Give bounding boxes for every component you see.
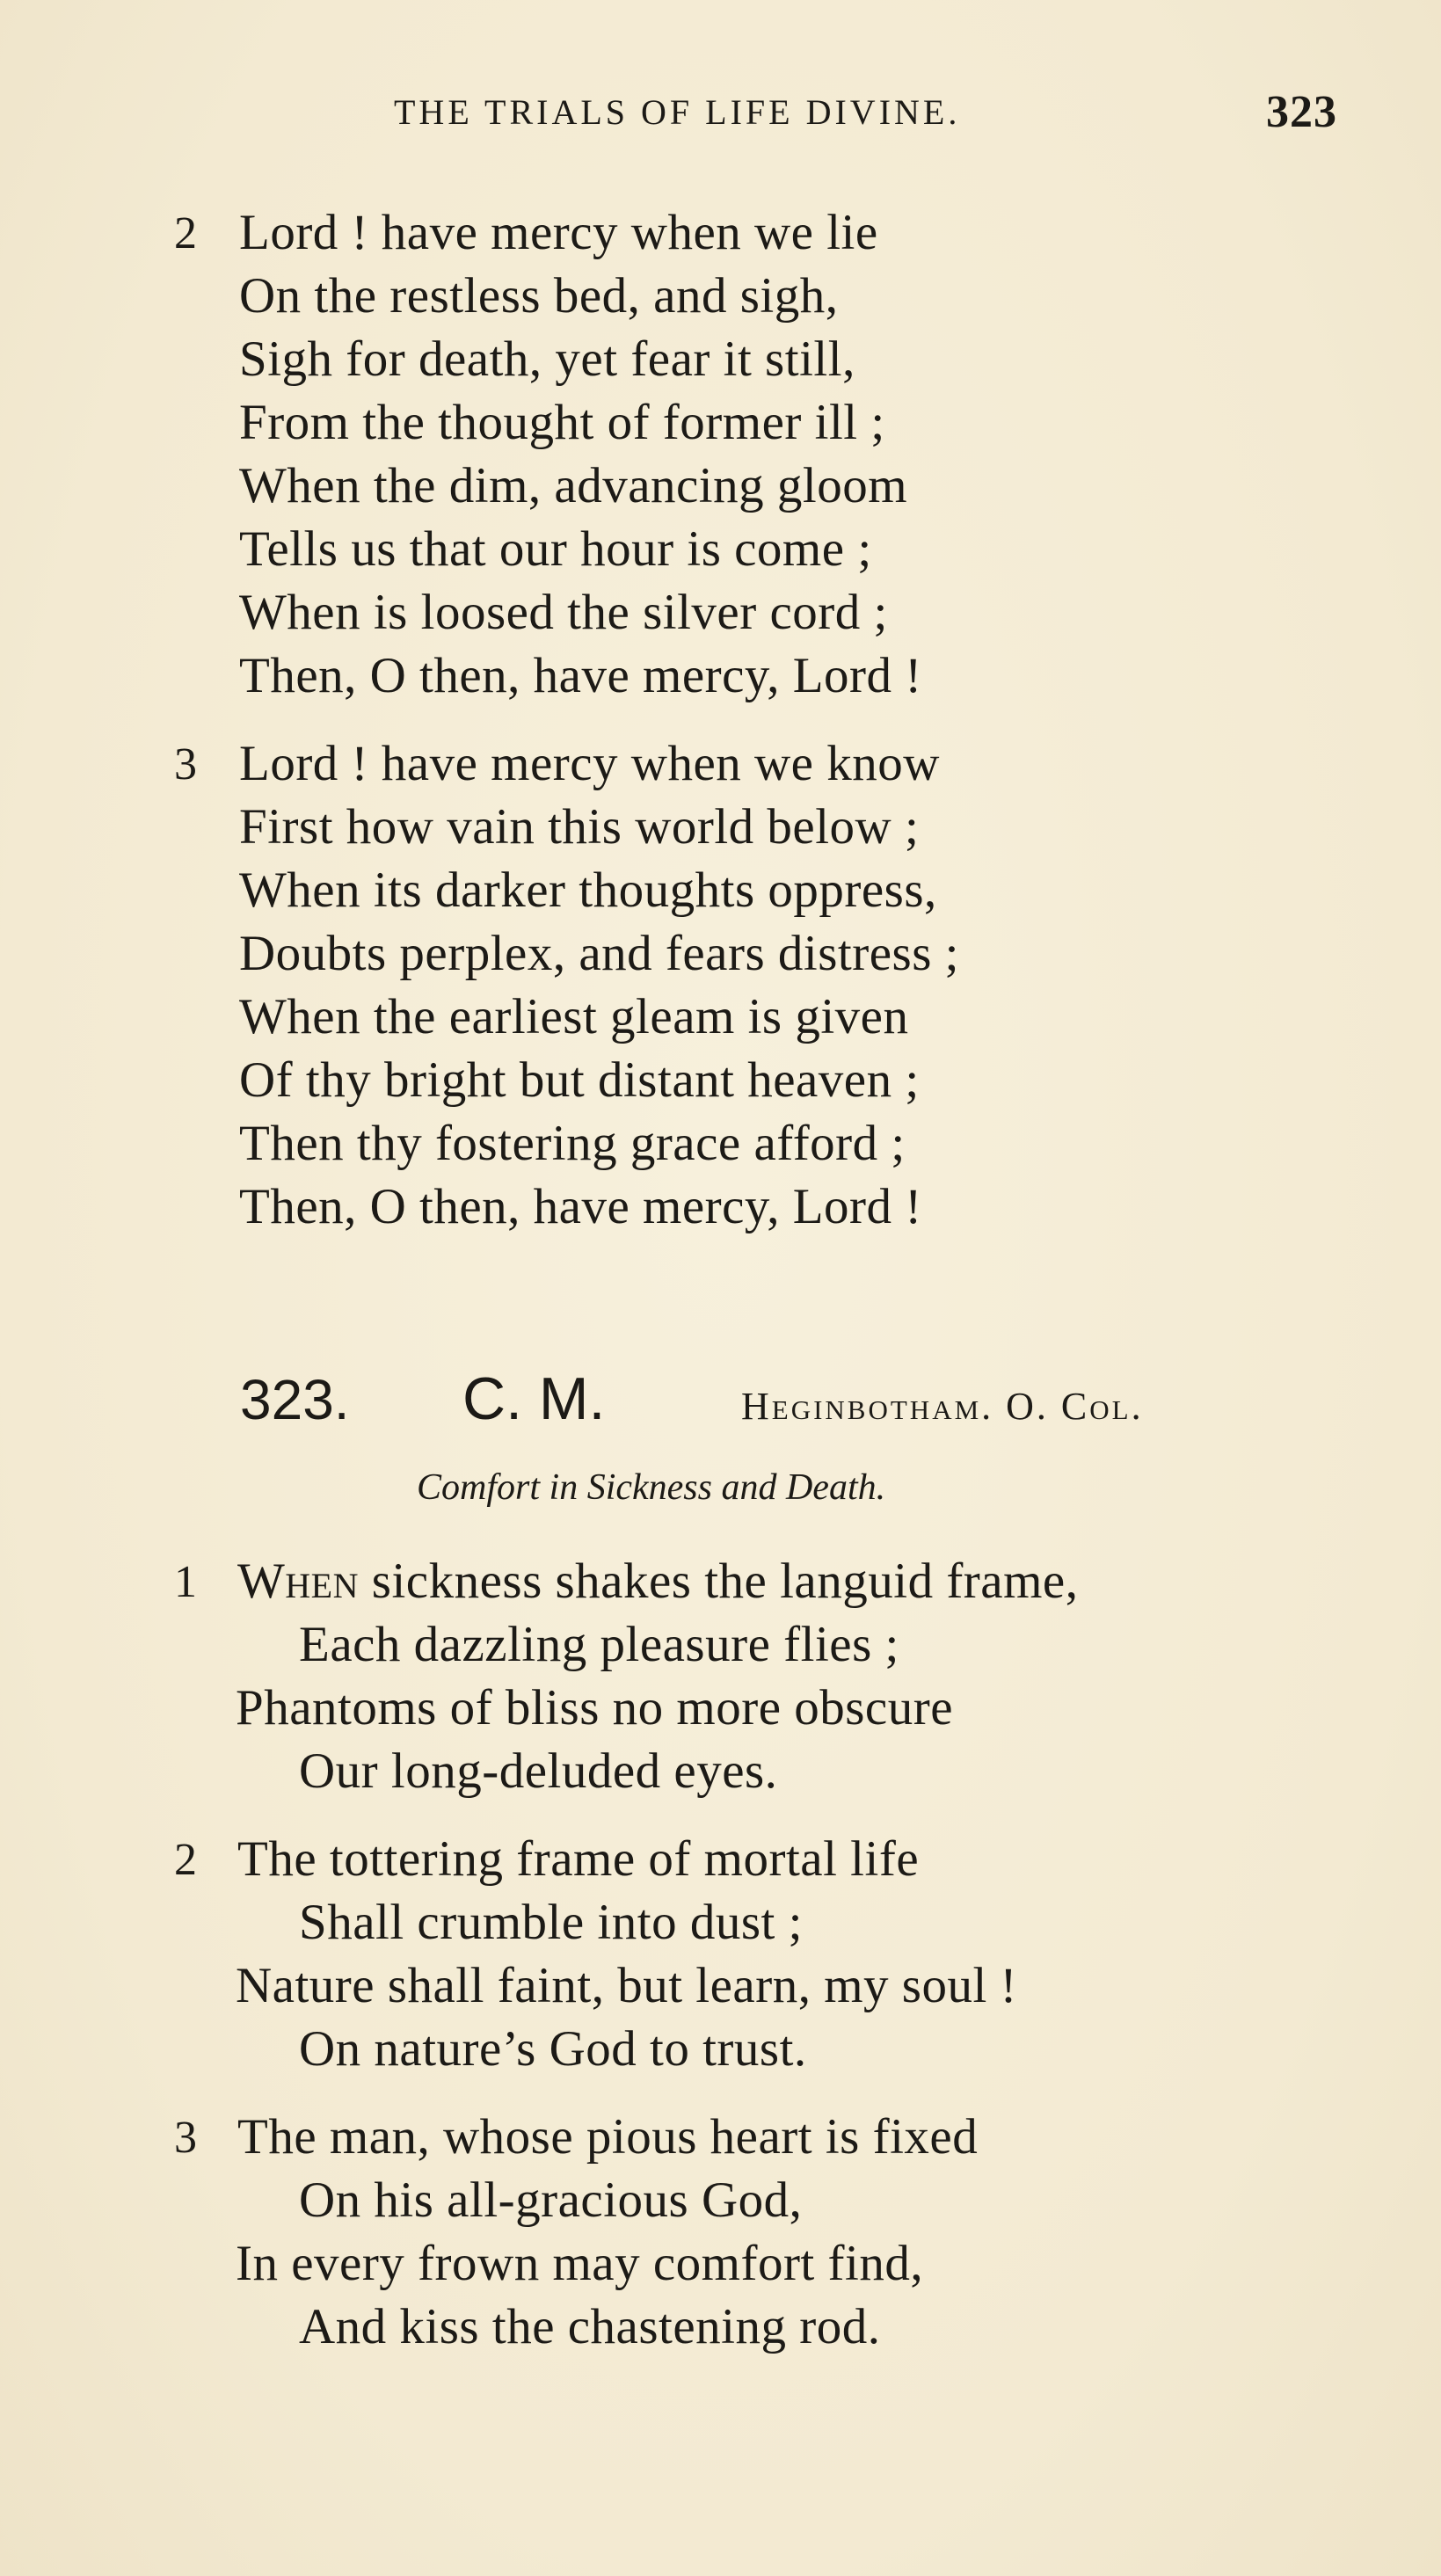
verse-line: Then thy fostering grace afford ; [239, 1116, 906, 1171]
verse-line: Then, O then, have mercy, Lord ! [239, 648, 922, 703]
stanza-number: 3 [174, 2113, 197, 2163]
stanza-number: 3 [174, 739, 197, 790]
hymn-number: 323. [240, 1368, 350, 1431]
first-word: When [237, 1554, 360, 1609]
verse-line: The tottering frame of mortal life [237, 1831, 920, 1887]
verse-line: And kiss the chastening rod. [299, 2299, 881, 2354]
verse-line: Our long-deluded eyes. [299, 1743, 778, 1799]
verse-line: Sigh for death, yet fear it still, [239, 331, 855, 387]
verse-line: Each dazzling pleasure flies ; [299, 1617, 899, 1672]
verse-line: Lord ! have mercy when we lie [239, 205, 878, 260]
hymn-author: Heginbotham. O. Col. [741, 1385, 1144, 1428]
verse-line: When is loosed the silver cord ; [239, 585, 888, 640]
verse-line: Shall crumble into dust ; [299, 1895, 803, 1950]
first-line-rest: sickness shakes the languid frame, [359, 1554, 1079, 1609]
verse-line: The man, whose pious heart is fixed [237, 2109, 979, 2165]
hymn-subtitle: Comfort in Sickness and Death. [417, 1467, 886, 1508]
stanza-number: 2 [174, 1835, 197, 1885]
verse-line: Phantoms of bliss no more obscure [236, 1680, 954, 1736]
verse-line: Doubts perplex, and fears distress ; [239, 926, 959, 981]
verse-line: On his all-gracious God, [299, 2172, 803, 2228]
verse-line: Of thy bright but distant heaven ; [239, 1052, 920, 1108]
verse-line: First how vain this world below ; [239, 799, 920, 855]
running-head: THE TRIALS OF LIFE DIVINE. [394, 92, 961, 132]
stanza-number: 2 [174, 208, 197, 258]
verse-line: When the dim, advancing gloom [239, 458, 908, 513]
verse-line: Nature shall faint, but learn, my soul ! [236, 1958, 1018, 2013]
verse-line: On the restless bed, and sigh, [239, 268, 839, 324]
hymn-meter: C. M. [462, 1365, 606, 1432]
verse-line: On nature’s God to trust. [299, 2021, 807, 2077]
verse-line [237, 1553, 1078, 1610]
verse-line: Lord ! have mercy when we know [239, 736, 940, 791]
page-number: 323 [1266, 87, 1337, 137]
verse-line: When its darker thoughts oppress, [239, 862, 937, 918]
verse-line: Then, O then, have mercy, Lord ! [239, 1179, 922, 1234]
verse-line: In every frown may comfort find, [236, 2236, 924, 2291]
verse-line: From the thought of former ill ; [239, 395, 885, 450]
verse-line: Tells us that our hour is come ; [239, 521, 872, 577]
stanza-number: 1 [174, 1557, 197, 1607]
verse-line: When the earliest gleam is given [239, 989, 909, 1044]
